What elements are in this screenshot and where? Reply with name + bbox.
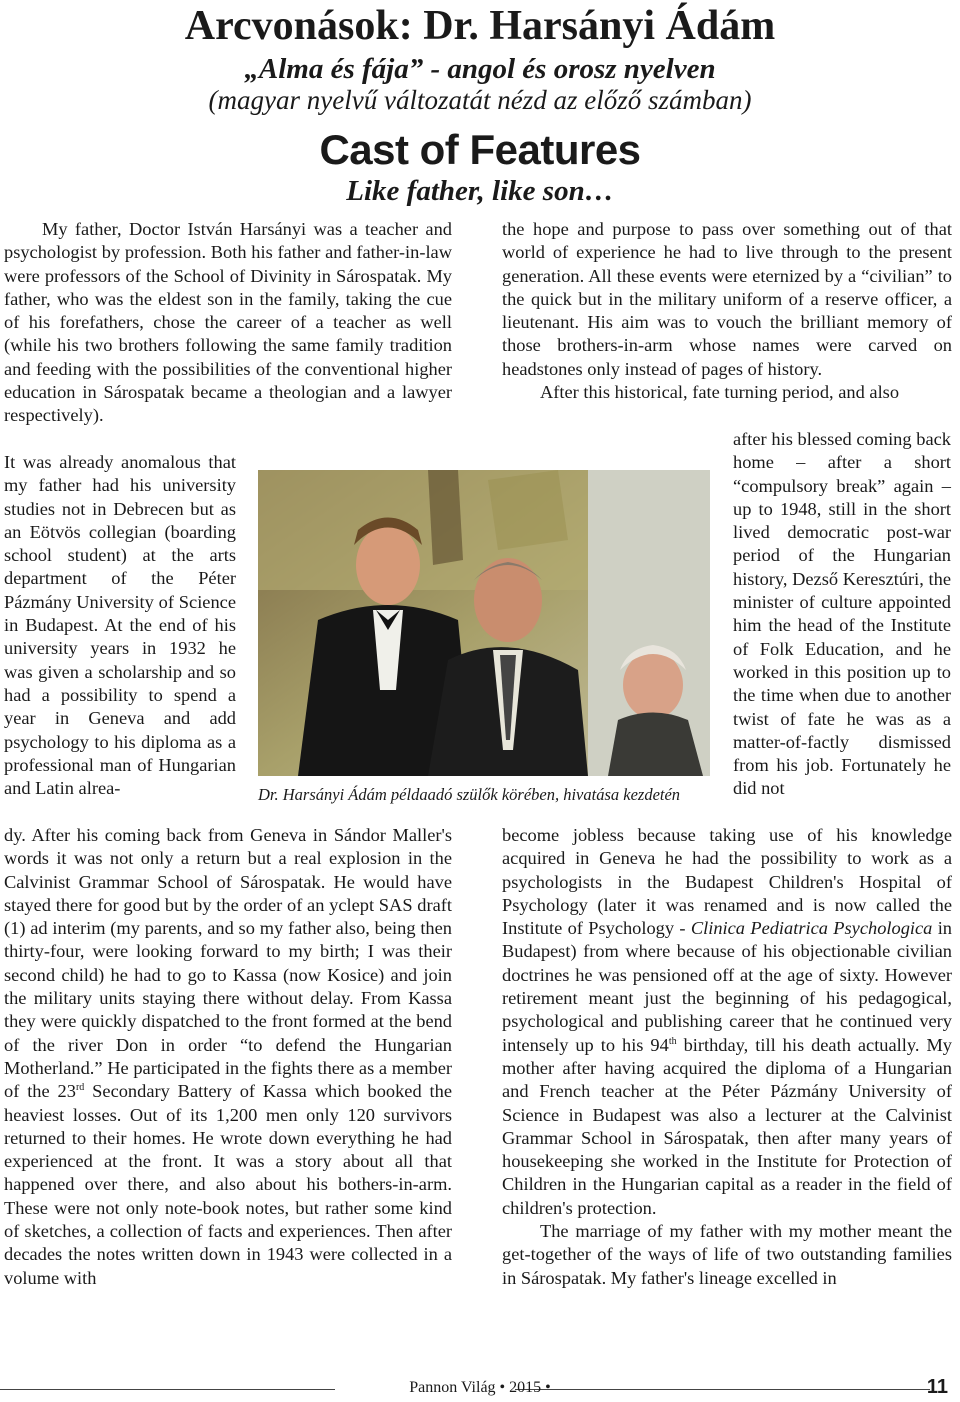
photo-caption: Dr. Harsányi Ádám példaadó szülők körében, hivatása kezdetén <box>258 785 681 804</box>
article-note: (magyar nyelvű változatát nézd az előző számban) <box>208 85 752 115</box>
paragraph-career: become jobless because taking use of his knowledge acquired in Geneva he had the possibility to work as a psychologists in the Budapest Children's Hospital of Psychology (later it was renamed and is now called the Institute of Psychology - Clinica Pediatrica Psychologica in Budapest) from where because of his objectionable civilian doctrines he was pensioned off at the age of sixty. However retirement meant just the beginning of his pedagogical, psychological and publishing career that he continued very intensely up to his 94th birthday, till his death actually. My mother after having acquired the diploma of a Hungarian and French teacher at the Péter Pázmány University of Science in Budapest was also a lecturer at the Calvinist Grammar School in Sárospatak, then after many years of housekeeping she worked in the Institute for Protection of Children in the Hungarian capital as a reader in the field of children's protection. <box>502 825 953 1218</box>
article-subtitle: „Alma és fája” - angol és orosz nyelven <box>244 53 716 85</box>
left-column-top <box>4 218 452 428</box>
paragraph-marriage: The marriage of my father with my mother meant the get-together of the ways of life of two outstanding families in Sárospatak. My father's lineage excelled in <box>502 1221 952 1288</box>
family-photo <box>258 470 710 776</box>
family-photo-illustration <box>258 470 710 776</box>
left-column-narrow <box>4 451 236 800</box>
english-subtitle: Like father, like son… <box>346 175 614 207</box>
english-title: Cast of Features <box>319 126 641 173</box>
article-title: Arcvonások: Dr. Harsányi Ádám <box>184 3 776 49</box>
paragraph-intro: My father, Doctor István Harsányi was a teacher and psychologist by profession. Both his father and father-in-law were professors of the School of Divinity in Sárospatak. My father, who was the eldest son in the family, taking the cue of his forefathers, chose the career of a teacher as well (while his two brothers following the same family tradition and feeding with the possibilities of the conventional higher education in Sárospatak became a theologian and a lawyer respectively). <box>4 219 452 426</box>
paragraph-hope: the hope and purpose to pass over something out of that world of experience he had to live through to the present generation. All these events were eternized by a “civilian” to the quick but in the military uniform of a reserve officer, a lieutenant. His aim was to vouch the brilliant memory of those brothers-in-arm whose names were carved on headstones only instead of pages of history. <box>502 219 952 379</box>
paragraph-institute: after his blessed coming back home – after a short “compulsory break” again – up to 1948, still in the short lived democratic post-war period of the Hungarian history, Dezső Keresztúri, the minister of culture appointed him the head of the Institute of Folk Education, and he worked in this position up to the time when due to another twist of fate he was as a matter-of-factly dismissed from his job. Fortunately he did not <box>733 429 951 799</box>
paragraph-war: dy. After his coming back from Geneva in Sándor Maller's words it was not only a return but a real explosion in the Calvinist Grammar School of Sárospatak. He would have stayed there for good but by the order of an yclept SAS draft (1) ad interim (my parents, and so my father also, being then thirty-four, were looking forward to my birth; I was their second child) he had to go to Kassa (now Kosice) and join the military units staying there without delay. From Kassa they were quickly dispatched to the front formed at the bend of the river Don in order “to defend the Hungarian Motherland.” He participated in the fights there as a member of the 23rd Secondary Battery of Kassa which booked the heaviest losses. Out of its 1,200 men only 120 survivors returned to their homes. He wrote down everything he had experienced at the front. It was a story about all that happened over there, and also about his bothers-in-arm. These were not only note-book notes, but rather some kind of sketches, a collection of facts and experiences. Then after decades the notes written down in 1943 were collected in a volume with <box>4 825 453 1288</box>
right-column-bottom <box>502 824 952 1290</box>
paragraph-university: It was already anomalous that my father had his university studies not in Debrecen but as an Eötvös collegian (boarding school student) at the arts department of the Péter Pázmány University of Science in Budapest. At the end of his university years in 1932 he was given a scholarship and so had a possibility to spend a year in Geneva and add psychology to his diploma as a professional man of Hungarian and Latin alrea- <box>4 452 236 799</box>
right-column-top <box>502 218 952 404</box>
left-column-bottom <box>4 824 452 1290</box>
footer-text: Pannon Világ • 2015 • <box>409 1379 551 1396</box>
right-column-narrow <box>733 428 951 801</box>
paragraph-after: After this historical, fate turning period, and also <box>540 382 900 403</box>
page-number: 11 <box>926 1376 948 1398</box>
